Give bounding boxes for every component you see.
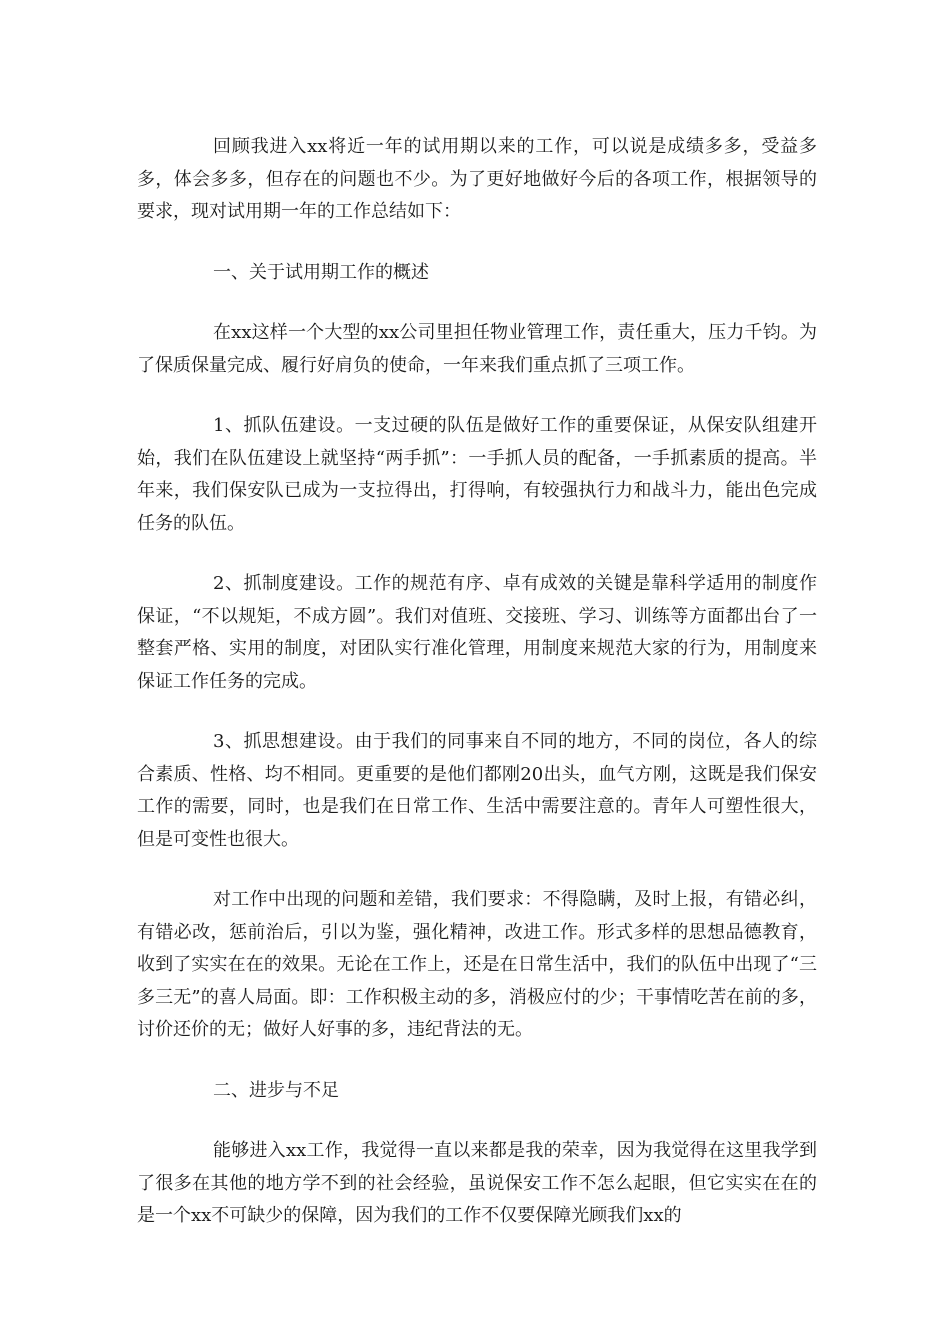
section-1-paragraph-2: 对工作中出现的问题和差错，我们要求：不得隐瞒，及时上报，有错必纠，有错必改，惩前治后，引以为鉴，强化精神，改进工作。形式多样的思想品德教育，收到了实实在在的效果。无论在工作上，还是在日常生活中，我们的队伍中出现了“三多三无”的喜人局面。即：工作积极主动的多，消极应付的少；干事情吃苦在前的多，讨价还价的无；做好人好事的多，违纪背法的无。 xyxy=(137,889,817,1040)
section-1-item-2: 2、抓制度建设。工作的规范有序、卓有成效的关键是靠科学适用的制度作保证，“不以规矩，不成方圆”。我们对值班、交接班、学习、训练等方面都出台了一整套严格、实用的制度，对团队实行准化管理，用制度来规范大家的行为，用制度来保证工作任务的完成。 xyxy=(137,573,817,692)
intro-paragraph: 回顾我进入xx将近一年的试用期以来的工作，可以说是成绩多多，受益多多，体会多多，但存在的问题也不少。为了更好地做好今后的各项工作，根据领导的要求，现对试用期一年的工作总结如下： xyxy=(137,136,817,222)
section-2-heading: 二、进步与不足 xyxy=(213,1079,339,1101)
section-1-item-3: 3、抓思想建设。由于我们的同事来自不同的地方，不同的岗位，各人的综合素质、性格、均不相同。更重要的是他们都刚20出头，血气方刚，这既是我们保安工作的需要，同时，也是我们在日常工作、生活中需要注意的。青年人可塑性很大，但是可变性也很大。 xyxy=(137,731,817,850)
section-1-item-1: 1、抓队伍建设。一支过硬的队伍是做好工作的重要保证，从保安队组建开始，我们在队伍建设上就坚持“两手抓”：一手抓人员的配备，一手抓素质的提高。半年来，我们保安队已成为一支拉得出，打得响，有较强执行力和战斗力，能出色完成任务的队伍。 xyxy=(137,415,817,534)
section-1-paragraph-1: 在xx这样一个大型的xx公司里担任物业管理工作，责任重大，压力千钧。为了保质保量完成、履行好肩负的使命，一年来我们重点抓了三项工作。 xyxy=(137,322,817,376)
section-1-heading: 一、关于试用期工作的概述 xyxy=(213,261,429,283)
document-body xyxy=(137,131,817,1261)
section-2-paragraph-1: 能够进入xx工作，我觉得一直以来都是我的荣幸，因为我觉得在这里我学到了很多在其他的地方学不到的社会经验，虽说保安工作不怎么起眼，但它实实在在的是一个xx不可缺少的保障，因为我们的工作不仅要保障光顾我们xx的 xyxy=(137,1140,817,1226)
